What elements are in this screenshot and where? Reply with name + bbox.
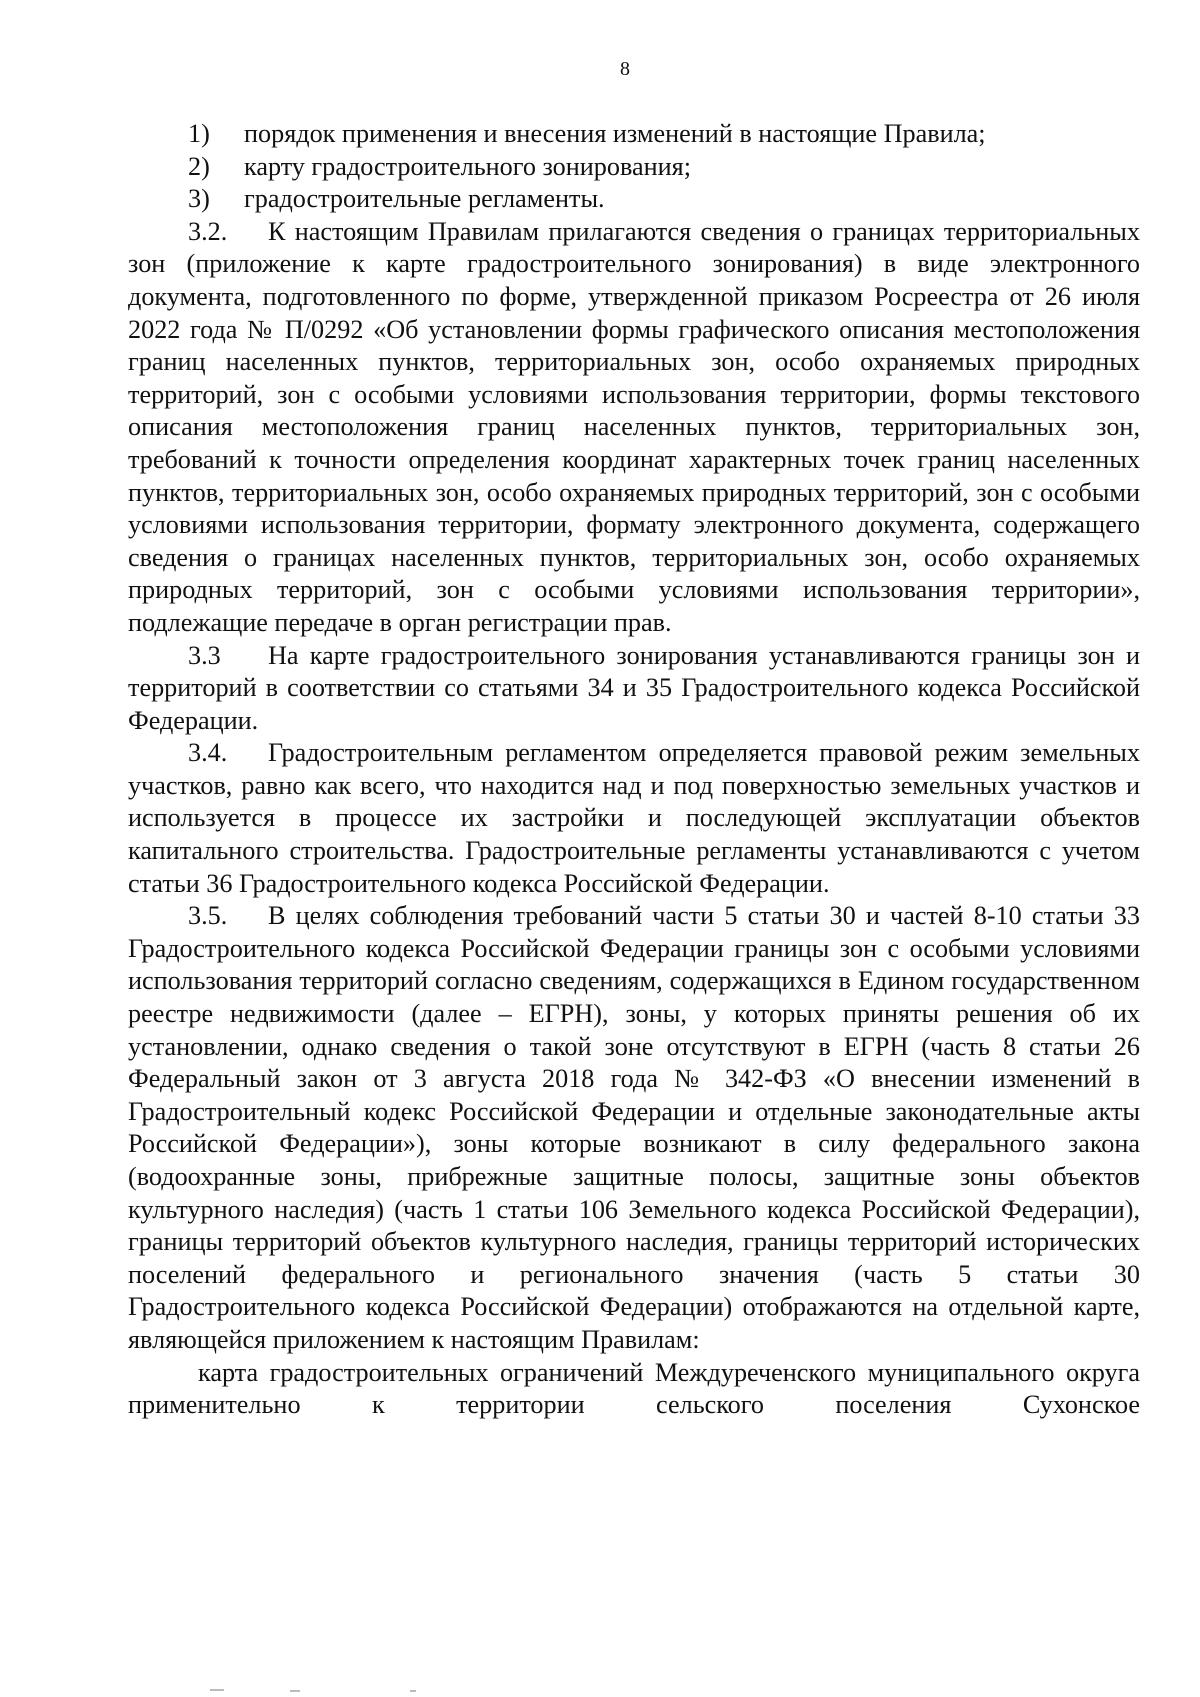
paragraph-number: 3.2. (188, 216, 228, 246)
paragraph-3-4 (128, 737, 1140, 900)
list-item (128, 118, 1140, 151)
paragraph-text: На карте градостроительного зонирования устанавливаются границы зон и территорий в соответствии со статьями 34 и 35 Градостроительного кодекса Российской Федерации. (128, 640, 1140, 735)
list-item-text: порядок применения и внесения изменений в настоящие Правила; (244, 119, 986, 148)
list-item-text: градостроительные регламенты. (244, 184, 605, 214)
paragraph-number: 3.5. (188, 901, 228, 931)
scan-artifact (210, 1689, 224, 1691)
list-item-number: 2) (188, 151, 210, 181)
paragraph-3-3 (128, 640, 1140, 738)
scan-artifact (290, 1690, 300, 1692)
paragraph-number: 3.3 (188, 640, 221, 670)
paragraph-final: карта градостроительных ограничений Междуреченского муниципального округа применительно к территории сельского поселения Сухонское (128, 1357, 1140, 1420)
list-item-text: карту градостроительного зонирования; (244, 151, 691, 181)
paragraph-text: Градостроительным регламентом определяется правовой режим земельных участков, равно как всего, что находится над и под поверхностью земельных участков и используется в процессе их застройки и последующей эксплуатации объектов капитального строительства. Градостроительные регламенты устанавливаются с учетом статьи 36 Градостроительного кодекса Российской Федерации. (128, 738, 1140, 898)
paragraph-text: К настоящим Правилам прилагаются сведения о границах территориальных зон (приложение к карте градостроительного зонирования) в виде электронного документа, подготовленного по форме, утвержденной приказом Росреестра от 26 июля 2022 года № П/0292 «Об установлении формы графического описания местоположения границ населенных пунктов, территориальных зон, особо охраняемых природных территорий, зон с особыми условиями использования территории, формы текстового описания местоположения границ населенных пунктов, территориальных зон, требований к точности определения координат характерных точек границ населенных пунктов, территориальных зон, особо охраняемых природных территорий, зон с особыми условиями использования территории, формату электронного документа, содержащего сведения о границах населенных пунктов, территориальных зон, особо охраняемых природных территорий, зон с особыми условиями использования территории», подлежащие передаче в орган регистрации прав. (128, 216, 1140, 637)
list-item-number: 1) (188, 119, 210, 148)
list-item (128, 151, 1140, 184)
page-number: 8 (620, 58, 630, 80)
paragraph-text: В целях соблюдения требований части 5 статьи 30 и частей 8-10 статьи 33 Градостроительного кодекса Российской Федерации границы зон с особыми условиями использования территорий согласно сведениям, содержащихся в Едином государственном реестре недвижимости (далее – ЕГРН), зоны, у которых приняты решения об их установлении, однако сведения о такой зоне отсутствуют в ЕГРН (часть 8 статьи 26 Федеральный закон от 3 августа 2018 года № 342-ФЗ «О внесении изменений в Градостроительный кодекс Российской Федерации и отдельные законодательные акты Российской Федерации»), зоны которые возникают в силу федерального закона (водоохранные зоны, прибрежные защитные полосы, защитные зоны объектов культурного наследия) (часть 1 статьи 106 Земельного кодекса Российской Федерации), границы территорий объектов культурного наследия, границы территорий исторических поселений федерального и регионального значения (часть 5 статьи 30 Градостроительного кодекса Российской Федерации) отображаются на отдельной карте, являющейся приложением к настоящим Правилам: (128, 901, 1140, 1354)
list-item-number: 3) (188, 184, 210, 214)
paragraph-number: 3.4. (188, 738, 228, 768)
paragraph-3-5 (128, 900, 1140, 1356)
scan-artifact (410, 1690, 416, 1692)
list-item (128, 183, 1140, 216)
document-body (128, 118, 1140, 1422)
paragraph-3-2 (128, 216, 1140, 640)
